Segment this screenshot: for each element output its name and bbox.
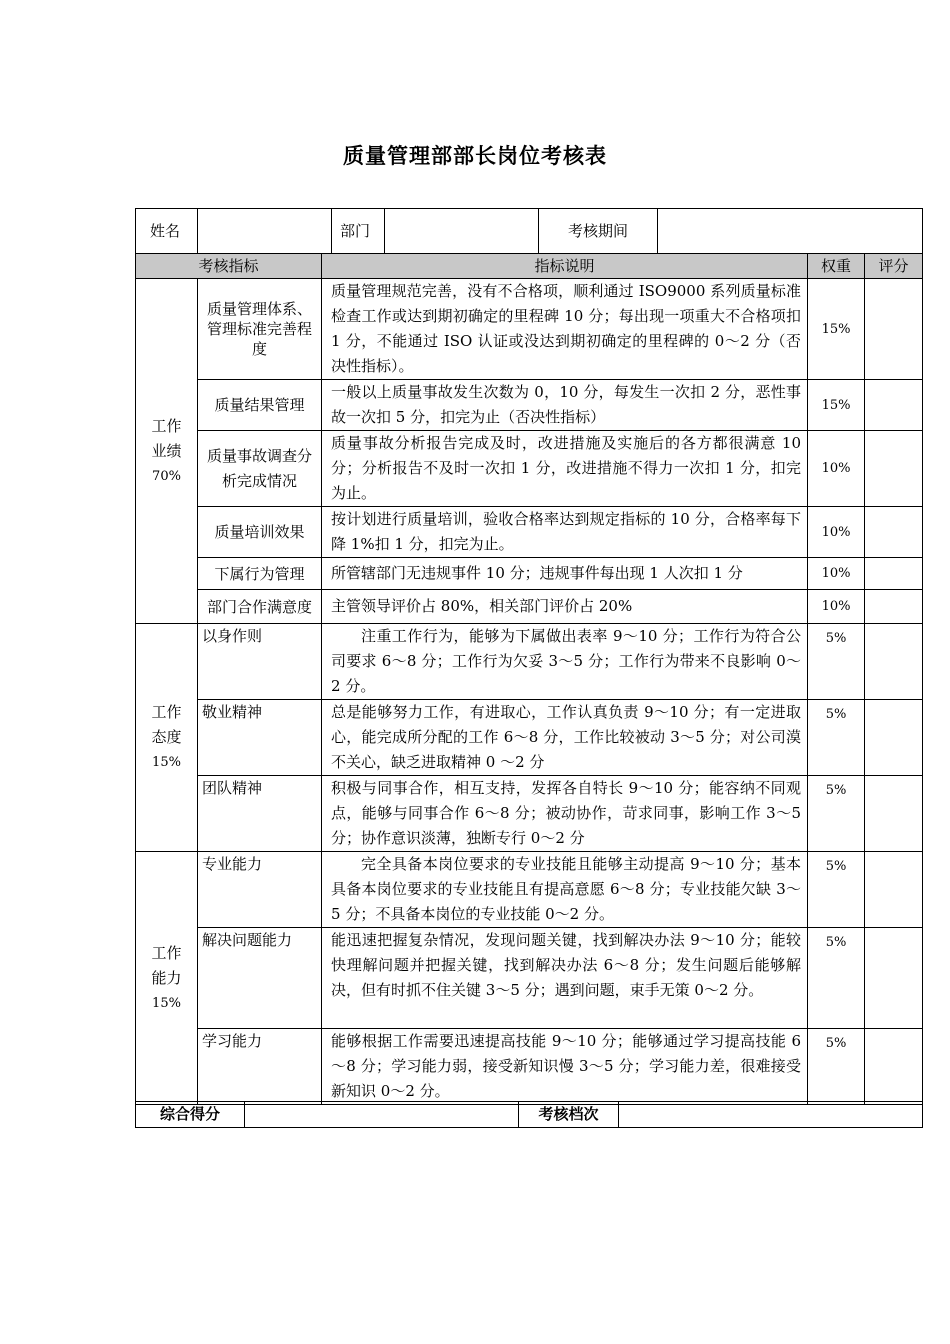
indicator-cell: 敬业精神 (198, 700, 322, 776)
grade-field[interactable] (619, 1102, 923, 1128)
score-cell[interactable] (865, 558, 923, 590)
assessment-table (135, 253, 923, 1105)
description-cell: 质量事故分析报告完成及时，改进措施及实施后的各方都很满意 10 分；分析报告不及时一次扣 1 分，改进措施不得力一次扣 1 分，扣完为止。 (322, 431, 808, 507)
description-cell: 一般以上质量事故发生次数为 0，10 分，每发生一次扣 2 分，恶性事故一次扣 5 分，扣完为止（否决性指标） (322, 380, 808, 431)
indicator-cell: 专业能力 (198, 852, 322, 928)
score-cell[interactable] (865, 507, 923, 558)
description-cell: 总是能够努力工作，有进取心，工作认真负责 9～10 分；有一定进取心，能完成所分配的工作 6～8 分，工作比较被动 3～5 分；对公司漠不关心，缺乏进取精神 0 ～2 分 (322, 700, 808, 776)
indicator-cell: 质量结果管理 (198, 380, 322, 431)
weight-cell: 10% (808, 431, 865, 507)
weight-cell: 5% (808, 928, 865, 1029)
score-cell[interactable] (865, 1029, 923, 1105)
dept-label: 部门 (332, 209, 385, 254)
indicator-cell: 质量培训效果 (198, 507, 322, 558)
col-header-indicator: 考核指标 (136, 254, 322, 279)
description-cell: 注重工作行为，能够为下属做出表率 9～10 分；工作行为符合公司要求 6～8 分；工作行为欠妥 3～5 分；工作行为带来不良影响 0～2 分。 (322, 624, 808, 700)
col-header-description: 指标说明 (322, 254, 808, 279)
name-field[interactable] (198, 209, 332, 254)
category-ability: 工作 能力 15% (136, 852, 198, 1105)
summary-table (135, 1101, 923, 1128)
weight-cell: 5% (808, 776, 865, 852)
indicator-cell: 以身作则 (198, 624, 322, 700)
score-cell[interactable] (865, 279, 923, 380)
score-cell[interactable] (865, 852, 923, 928)
description-cell: 质量管理规范完善，没有不合格项，顺利通过 ISO9000 系列质量标准检查工作或达到期初确定的里程碑 10 分；每出现一项重大不合格项扣 1 分，不能通过 ISO 认证或没达到期初确定的里程碑的 0～2 分（否决性指标）。 (322, 279, 808, 380)
indicator-cell: 学习能力 (198, 1029, 322, 1105)
score-cell[interactable] (865, 590, 923, 624)
total-score-field[interactable] (245, 1102, 519, 1128)
description-cell: 主管领导评价占 80%，相关部门评价占 20% (322, 590, 808, 624)
indicator-cell: 下属行为管理 (198, 558, 322, 590)
description-cell: 按计划进行质量培训，验收合格率达到规定指标的 10 分，合格率每下降 1%扣 1 分，扣完为止。 (322, 507, 808, 558)
indicator-cell: 解决问题能力 (198, 928, 322, 1029)
total-score-label: 综合得分 (136, 1102, 245, 1128)
weight-cell: 5% (808, 852, 865, 928)
weight-cell: 10% (808, 590, 865, 624)
score-cell[interactable] (865, 624, 923, 700)
description-cell: 积极与同事合作，相互支持，发挥各自特长 9～10 分；能容纳不同观点，能够与同事合作 6～8 分；被动协作，苛求同事，影响工作 3～5 分；协作意识淡薄，独断专行 0～2 分 (322, 776, 808, 852)
indicator-cell: 质量管理体系、管理标准完善程度 (198, 279, 322, 380)
header-info-table (135, 208, 923, 254)
description-cell: 所管辖部门无违规事件 10 分；违规事件每出现 1 人次扣 1 分 (322, 558, 808, 590)
category-attitude: 工作 态度 15% (136, 624, 198, 852)
category-performance: 工作 业绩 70% (136, 279, 198, 624)
weight-cell: 5% (808, 624, 865, 700)
col-header-score: 评分 (865, 254, 923, 279)
score-cell[interactable] (865, 928, 923, 1029)
grade-label: 考核档次 (519, 1102, 619, 1128)
description-cell: 完全具备本岗位要求的专业技能且能够主动提高 9～10 分；基本具备本岗位要求的专业技能且有提高意愿 6～8 分；专业技能欠缺 3～5 分；不具备本岗位的专业技能 0～2 分。 (322, 852, 808, 928)
score-cell[interactable] (865, 700, 923, 776)
weight-cell: 5% (808, 1029, 865, 1105)
weight-cell: 10% (808, 507, 865, 558)
indicator-cell: 部门合作满意度 (198, 590, 322, 624)
weight-cell: 10% (808, 558, 865, 590)
period-label: 考核期间 (539, 209, 658, 254)
score-cell[interactable] (865, 776, 923, 852)
period-field[interactable] (658, 209, 923, 254)
page-title: 质量管理部部长岗位考核表 (343, 143, 607, 168)
col-header-weight: 权重 (808, 254, 865, 279)
description-cell: 能迅速把握复杂情况，发现问题关键，找到解决办法 9～10 分；能较快理解问题并把握关键，找到解决办法 6～8 分；发生问题后能够解决，但有时抓不住关键 3～5 分；遇到问题，束手无策 0～2 分。 (322, 928, 808, 1029)
score-cell[interactable] (865, 431, 923, 507)
description-cell: 能够根据工作需要迅速提高技能 9～10 分；能够通过学习提高技能 6～8 分；学习能力弱，接受新知识慢 3～5 分；学习能力差，很难接受新知识 0～2 分。 (322, 1029, 808, 1105)
weight-cell: 15% (808, 380, 865, 431)
dept-field[interactable] (385, 209, 539, 254)
weight-cell: 5% (808, 700, 865, 776)
indicator-cell: 质量事故调查分析完成情况 (198, 431, 322, 507)
weight-cell: 15% (808, 279, 865, 380)
indicator-cell: 团队精神 (198, 776, 322, 852)
name-label: 姓名 (136, 209, 198, 254)
score-cell[interactable] (865, 380, 923, 431)
